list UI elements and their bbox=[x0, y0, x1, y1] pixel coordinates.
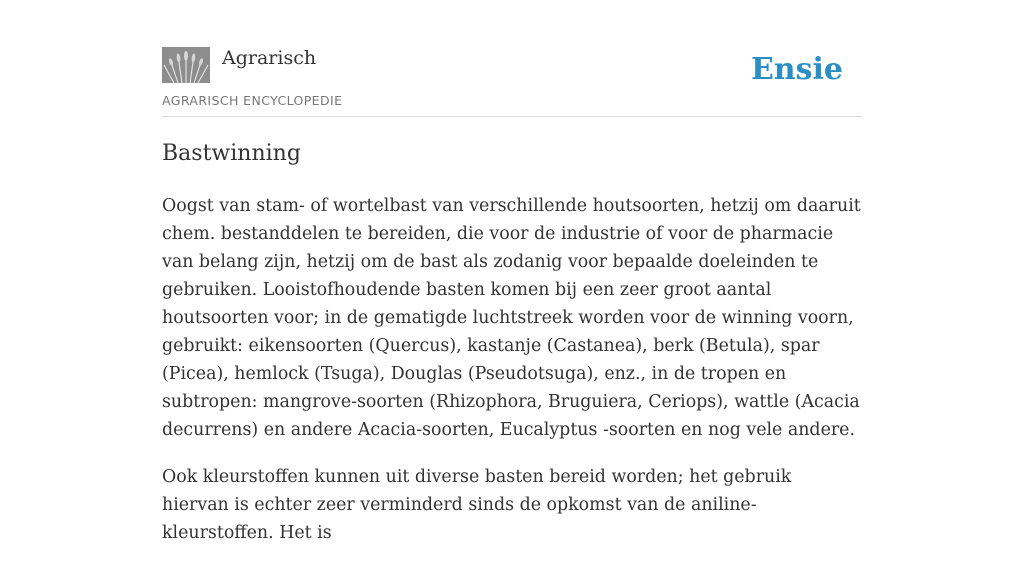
source-subtitle[interactable]: AGRARISCH ENCYCLOPEDIE bbox=[162, 93, 343, 108]
article-paragraph: Oogst van stam- of wortelbast van verschillende houtsoorten, hetzij om daaruit chem. bestanddelen te bereiden, die voor de industrie of voor de pharmacie van belang zijn, hetzij om de bast als zodanig voor bepaalde doeleinden te gebruiken. Looistofhoudende basten komen bij een zeer groot aantal houtsoorten voor; in de gematigde luchtstreek worden voor de winning voorn, gebruikt: eikensoorten (Quercus), kastanje (Castanea), berk (Betula), spar (Picea), hemlock (Tsuga), Douglas (Pseudotsuga), enz., in de tropen en subtropen: mangrove-soorten (Rhizophora, Bruguiera, Ceriops), wattle (Acacia decurrens) en andere Acacia-soorten, Eucalyptus -soorten en nog vele andere. bbox=[162, 196, 861, 440]
article-title: Bastwinning bbox=[162, 141, 301, 166]
article-paragraph: Ook kleurstoffen kunnen uit diverse basten bereid worden; het gebruik hiervan is echter zeer verminderd sinds de opkomst van de aniline-kleurstoffen. Het is bbox=[162, 467, 792, 543]
wheat-field-icon[interactable] bbox=[162, 47, 210, 83]
site-header bbox=[162, 46, 862, 117]
article-body bbox=[162, 192, 862, 566]
ensie-logo[interactable]: Ensie bbox=[750, 52, 843, 87]
source-name[interactable]: Agrarisch bbox=[222, 47, 317, 69]
